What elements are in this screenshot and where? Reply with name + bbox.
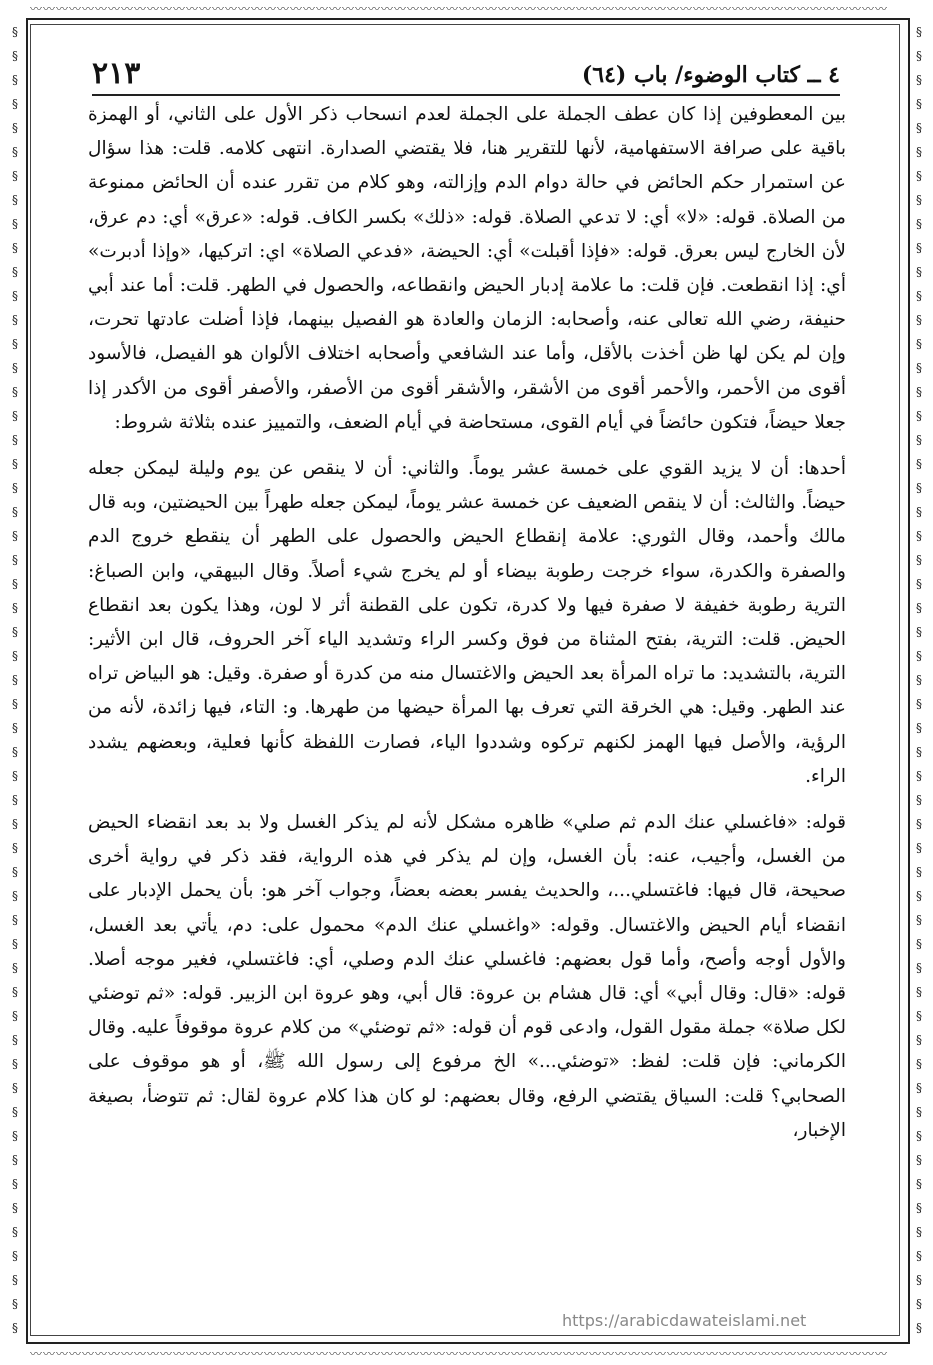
page-number: ٢١٣: [92, 56, 141, 91]
running-head: ٤ ــ كتاب الوضوء/ باب (٦٤): [581, 62, 840, 88]
paragraph-2: أحدها: أن لا يزيد القوي على خمسة عشر يوماً. والثاني: أن لا ينقص عن يوم وليلة ليمكن جعله حيضاً. والثالث: أن لا ينقص الضعيف عن خمسة عشر يوماً، ليمكن جعله طهراً بين الحيضتين، وبه قال مالك وأحمد، وقال الثوري: علامة إنقطاع الحيض والحصول على الطهر أن ينقطع خروج الدم والصفرة والكدرة، سواء خرجت رطوبة بيضاء أو لم يخرج شيء أصلاً. وقال البيهقي، وابن الصباغ: الترية رطوبة خفيفة لا صفرة فيها ولا كدرة، تكون على القطنة أثر لا لون، وهذا يكون بعد انقطاع الحيض. قلت: الترية، بفتح المثناة من فوق وكسر الراء وتشديد الياء آخر الحروف، قال ابن الأثير: الترية، بالتشديد: ما تراه المرأة بعد الحيض والاغتسال منه من كدرة أو صفرة. وقيل: هو البياض تراه عند الطهر. وقيل: هي الخرقة التي تعرف بها المرأة حيضها من طهرها. و: التاء، فيها زائدة، لأنه من الرؤية، والأصل فيها الهمز لكنهم تركوه وشددوا الياء، فصارت اللفظة كأنها فعلية، وبعضهم يشدد الراء.: [88, 458, 846, 787]
page-header: [92, 56, 840, 96]
top-border-ornament: 〰〰〰〰〰〰〰〰〰〰〰〰〰〰〰〰〰〰〰〰〰〰〰〰〰〰〰〰〰〰〰〰〰〰〰〰〰〰〰〰〰〰〰〰〰〰〰〰〰〰〰〰〰〰〰〰〰〰〰〰〰〰〰〰〰〰: [30, 2, 889, 16]
paragraph-3: قوله: «فاغسلي عنك الدم ثم صلي» ظاهره مشكل لأنه لم يذكر الغسل ولا بد بعد انقضاء الحيض من الغسل، وأجيب، عنه: بأن الغسل، وإن لم يذكر في هذه الرواية، فقد ذكر في رواية أخرى صحيحة، قال فيها: فاغتسلي...، والحديث يفسر بعضه بعضاً، وجواب آخر هو: بأن يحمل الإدبار على انقضاء أيام الحيض والاغتسال. وقوله: «واغسلي عنك الدم» محمول على: دم، يأتي بعد الغسل، والأول أوجه وأصح، وأما قول بعضهم: فاغسلي عنك الدم وصلي، أي: فاغتسلي، فغير موجه أصلا. قوله: «قال: وقال أبي» أي: قال هشام بن عروة: قال أبي، وهو عروة ابن الزبير. قوله: «ثم توضئي لكل صلاة» جملة مقول القول، وادعى قوم أن قوله: «ثم توضئي» من كلام عروة موقوفاً عليه. وقال الكرماني: فإن قلت: لفظ: «توضئي...» الخ مرفوع إلى رسول الله ﷺ، أو هو موقوف على الصحابي؟ قلت: السياق يقتضي الرفع، وقال بعضهم: لو كان هذا كلام عروة لقال: ثم تتوضأ، بصيغة الإخبار،: [88, 812, 846, 1141]
left-border-ornament: § § § § § § § § § § § § § § § § § § § § § § § § § § § § § § § § § § § § § § § § § § § § § § § § § § § § § § §: [12, 25, 18, 1335]
page-body: [88, 98, 846, 1340]
bottom-border-ornament: 〰〰〰〰〰〰〰〰〰〰〰〰〰〰〰〰〰〰〰〰〰〰〰〰〰〰〰〰〰〰〰〰〰〰〰〰〰〰〰〰〰〰〰〰〰〰〰〰〰〰〰〰〰〰〰〰〰〰〰〰〰〰〰〰〰〰: [30, 1347, 889, 1361]
paragraph-1: بين المعطوفين إذا كان عطف الجملة على الجملة لعدم انسحاب ذكر الأول على الثاني، أو الهمزة باقية على صرافة الاستفهامية، لأنها للتقرير هنا، فلا يقتضي الصدارة. انتهى كلامه. قلت: هذا سؤال عن استمرار حكم الحائض في حالة دوام الدم وإزالته، وهو كلام من تقرر عنده أن الحائض ممنوعة من الصلاة. قوله: «لا» أي: لا تدعي الصلاة. قوله: «ذلك» بكسر الكاف. قوله: «عرق» أي: دم عرق، لأن الخارج ليس بعرق. قوله: «فإذا أقبلت» أي: الحيضة، «فدعي الصلاة» اي: اتركيها، «وإذا أدبرت» أي: إذا انقطعت. فإن قلت: ما علامة إدبار الحيض وانقطاعه، والحصول في الطهر. قلت: أما عند أبي حنيفة، رضي الله تعالى عنه، وأصحابه: الزمان والعادة هو الفصيل بينهما، فإذا أضلت عادتها تحرت، وإن لم يكن لها ظن أخذت بالأقل، وأما عند الشافعي وأصحابه اختلاف الألوان هو الفيصل، فالأسود أقوى من الأحمر، والأحمر أقوى من الأشقر، والأشقر أقوى من الأصفر، والأصفر أقوى من الأكدر إذا جعلا حيضاً، فتكون حائضاً في أيام القوى، مستحاضة في أيام الضعف، والتمييز عنده بثلاثة شروط:: [88, 104, 846, 433]
watermark-url: https://arabicdawateislami.net: [562, 1311, 807, 1330]
right-border-ornament: § § § § § § § § § § § § § § § § § § § § § § § § § § § § § § § § § § § § § § § § § § § § § § § § § § § § § § §: [916, 25, 922, 1335]
